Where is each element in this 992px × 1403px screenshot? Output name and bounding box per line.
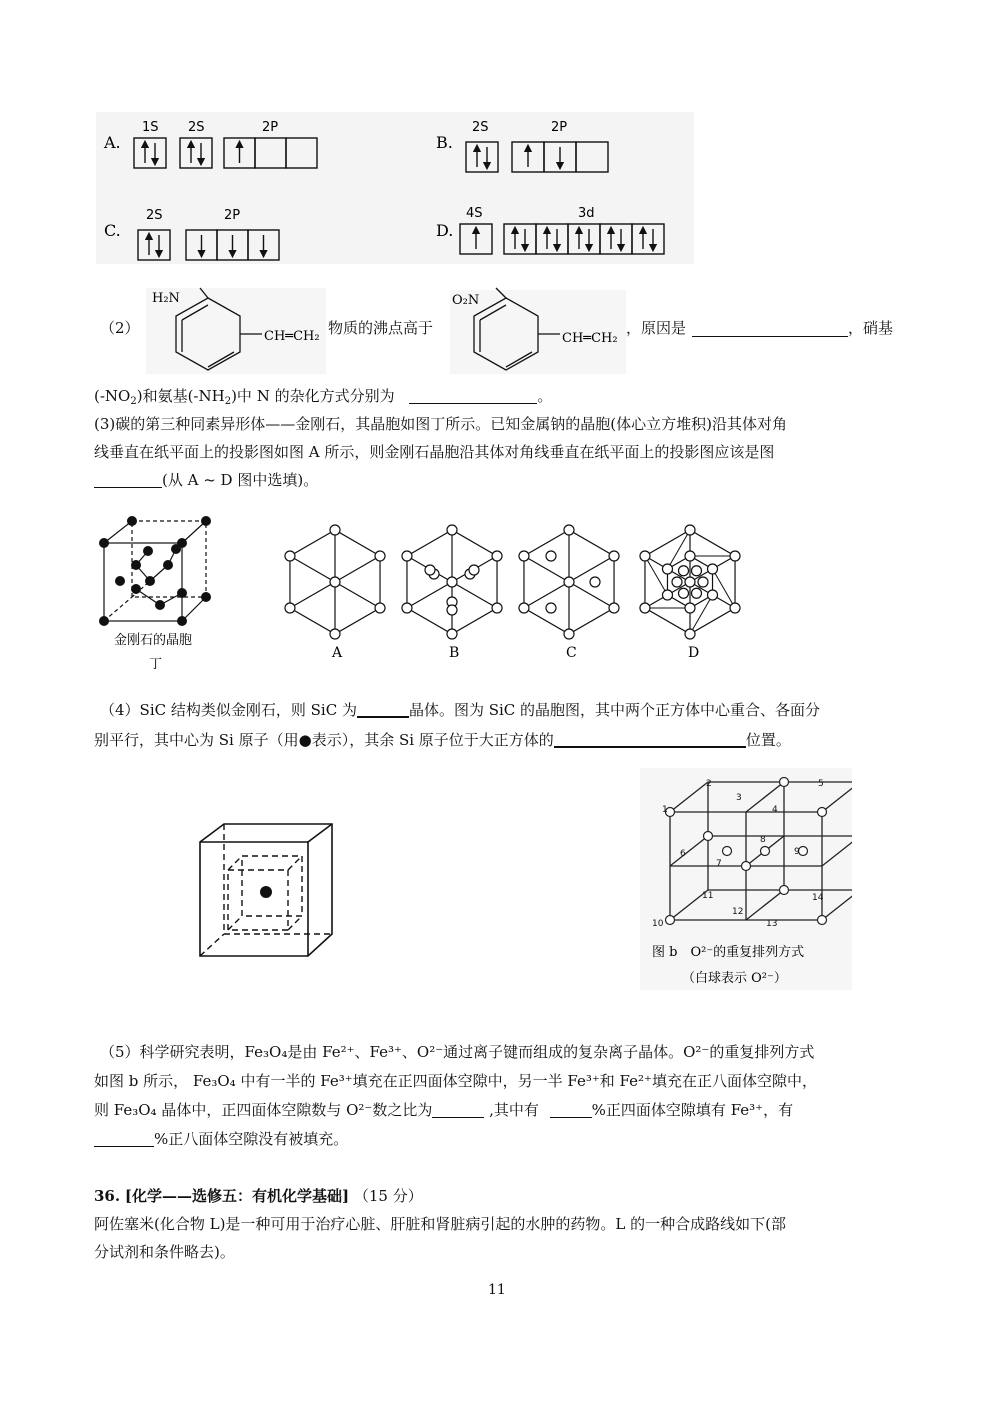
lattice-number-5: 5	[818, 779, 824, 789]
lattice-edge	[670, 836, 708, 866]
oxide-ion	[780, 886, 789, 895]
q4-line2-b: 位置。	[745, 731, 791, 749]
q36-heading	[94, 1182, 423, 1210]
q3-line3-text: (从 A ~ D 图中选填)。	[162, 471, 319, 489]
lattice-number-2: 2	[706, 779, 712, 789]
diamond-cell-caption: 金刚石的晶胞	[114, 633, 193, 648]
q3-line2: 线垂直在纸平面上的投影图如图 A 所示，则金刚石晶胞沿其体对角线垂直在纸平面上的投影图应该是图	[94, 443, 775, 461]
orbital-box	[255, 138, 286, 168]
orbital-box	[286, 138, 317, 168]
lattice-point	[609, 551, 619, 561]
lattice-edge	[746, 890, 784, 920]
option-c-label-2p: 2P	[224, 208, 241, 223]
sic-unit-cell-figure	[190, 812, 360, 964]
q2-text-mid: 物质的沸点高于	[328, 319, 434, 337]
lattice-point	[330, 629, 340, 639]
crystal-figures	[0, 505, 992, 675]
lattice-edge	[670, 782, 708, 812]
diamond-unit-cell	[104, 521, 206, 621]
q36-line2: 分试剂和条件略去)。	[94, 1243, 235, 1261]
q5-line3-b: ,其中有	[489, 1101, 539, 1119]
q36-number: 36.	[94, 1187, 121, 1205]
oxide-ion	[723, 847, 732, 856]
lattice-point	[692, 566, 702, 576]
q2-text-after: ，原因是	[626, 319, 687, 337]
orbital-box	[466, 142, 498, 172]
option-d-letter: D.	[436, 221, 454, 240]
q5-line2: 如图 b 所示， Fe₃O₄ 中有一半的 Fe³⁺填充在正四面体空隙中，另一半 Fe³⁺和 Fe²⁺填充在正八面体空隙中，	[94, 1072, 817, 1090]
nh2-subscript: 2	[224, 396, 232, 407]
oxide-ion	[799, 847, 808, 856]
diamond-cell-label: 丁	[149, 657, 163, 672]
q2-text-tail: ，硝基	[848, 319, 894, 337]
q2-answer-blank-hybridization[interactable]	[409, 385, 537, 404]
lattice-point	[590, 577, 600, 587]
q36-points: （15 分）	[353, 1187, 423, 1205]
option-a-label-1s: 1S	[142, 120, 159, 135]
lattice-point	[402, 551, 412, 561]
page-number: 11	[488, 1282, 506, 1298]
lattice-point	[698, 577, 708, 587]
oxide-ion	[742, 862, 751, 871]
lattice-number-11: 11	[702, 891, 714, 901]
lattice-point	[708, 590, 718, 600]
lattice-point	[492, 551, 502, 561]
oxide-ion	[666, 916, 675, 925]
lattice-point	[519, 603, 529, 613]
q4-line2	[94, 726, 791, 754]
oxide-ion	[818, 916, 827, 925]
lattice-point	[679, 566, 689, 576]
molecule-1-amino-group: H₂N	[152, 291, 180, 306]
lattice-point	[447, 525, 457, 535]
q3-line3	[94, 466, 318, 494]
orbital-box	[138, 230, 170, 260]
lattice-point	[685, 629, 695, 639]
q5-line1: （5）科学研究表明，Fe₃O₄是由 Fe²⁺、Fe³⁺、O²⁻通过离子键而组成的复杂离子晶体。O²⁻的重复排列方式	[100, 1043, 815, 1061]
q2-line2-end: 。	[537, 387, 553, 405]
q2-line2-b: )和氨基(-NH	[136, 387, 225, 405]
figure-b-caption: 图 b O²⁻的重复排列方式	[652, 945, 805, 960]
projection-label-b: B	[449, 645, 460, 661]
lattice-point	[285, 551, 295, 561]
lattice-point	[285, 603, 295, 613]
lattice-number-4: 4	[772, 805, 778, 815]
figure-b-note: （白球表示 O²⁻）	[682, 971, 787, 986]
lattice-point	[447, 605, 457, 615]
oxide-ion	[780, 778, 789, 787]
lattice-edge	[822, 782, 852, 812]
lattice-point	[685, 577, 695, 587]
lattice-edge	[822, 836, 852, 866]
orbital-diagrams	[0, 0, 992, 270]
lattice-point	[425, 565, 435, 575]
orbital-box	[632, 224, 664, 254]
lattice-point	[640, 551, 650, 561]
projection-label-c: C	[566, 645, 577, 661]
lattice-number-8: 8	[760, 835, 766, 845]
lattice-number-7: 7	[716, 859, 722, 869]
lattice-point	[447, 577, 457, 587]
projection-label-a: A	[332, 645, 343, 661]
orbital-box	[134, 138, 166, 168]
molecule-1-vinyl-group: CH═CH₂	[264, 329, 320, 344]
lattice-point	[708, 564, 718, 574]
option-a-label-2s: 2S	[188, 120, 205, 135]
lattice-point	[640, 603, 650, 613]
option-b-label-2s: 2S	[472, 120, 489, 135]
option-d-label-4s: 4S	[466, 206, 483, 221]
option-b-letter: B.	[436, 133, 453, 152]
q36-title: [化学——选修五：有机化学基础]	[124, 1187, 350, 1205]
lattice-point	[685, 525, 695, 535]
lattice-point	[609, 603, 619, 613]
q3-line1: (3)碳的第三种同素异形体——金刚石，其晶胞如图丁所示。已知金属钠的晶胞(体心立方堆积)沿其体对角	[94, 415, 787, 433]
lattice-number-14: 14	[812, 893, 824, 903]
q4-answer-blank-position[interactable]	[554, 728, 746, 748]
lattice-number-10: 10	[652, 919, 664, 929]
q5-answer-blank-tetrahedral-percent[interactable]	[550, 1099, 592, 1118]
lattice-point	[564, 629, 574, 639]
orbital-box	[576, 142, 608, 172]
oxide-ion	[761, 847, 770, 856]
q4-line2-a: 别平行，其中心为 Si 原子（用●表示），其余 Si 原子位于大正方体的	[94, 731, 554, 749]
option-d-label-3d: 3d	[578, 206, 595, 221]
q5-line3	[94, 1096, 793, 1124]
q4-answer-blank-crystal-type[interactable]	[357, 698, 409, 718]
oxide-lattice-figure	[640, 770, 852, 990]
lattice-point	[679, 588, 689, 598]
lattice-point	[685, 551, 695, 561]
lattice-point	[375, 603, 385, 613]
q4-line1-b: 晶体。图为 SiC 的晶胞图，其中两个正方体中心重合、各面分	[408, 701, 821, 719]
option-c-label-2s: 2S	[146, 208, 163, 223]
lattice-point	[564, 577, 574, 587]
no2-subscript: 2	[130, 396, 137, 407]
orbital-box	[600, 224, 632, 254]
q4-line1-a: （4）SiC 结构类似金刚石，则 SiC 为	[100, 701, 357, 719]
orbital-box	[180, 138, 212, 168]
q5-line3-c: %正四面体空隙填有 Fe³⁺，有	[591, 1101, 794, 1119]
option-c-letter: C.	[104, 221, 121, 240]
lattice-point	[672, 577, 682, 587]
q2-answer-blank-reason[interactable]	[692, 318, 848, 337]
lattice-number-6: 6	[680, 849, 686, 859]
orbital-box	[504, 224, 536, 254]
oxide-ion	[704, 832, 713, 841]
option-a-letter: A.	[104, 133, 121, 152]
lattice-number-12: 12	[732, 907, 744, 917]
lattice-number-3: 3	[736, 793, 742, 803]
q2-line2-c: )中 N 的杂化方式分别为	[231, 387, 395, 405]
q5-line3-a: 则 Fe₃O₄ 晶体中，正四面体空隙数与 O²⁻数之比为	[94, 1101, 433, 1119]
orbital-box	[536, 224, 568, 254]
lattice-point	[730, 551, 740, 561]
option-b-label-2p: 2P	[551, 120, 568, 135]
lattice-edge	[822, 890, 852, 920]
q5-line4-text: %正八面体空隙没有被填充。	[154, 1130, 349, 1148]
lattice-point	[546, 551, 556, 561]
lattice-point	[492, 603, 502, 613]
lattice-number-13: 13	[766, 919, 778, 929]
lattice-point	[330, 577, 340, 587]
molecule-2-vinyl-group: CH═CH₂	[562, 331, 618, 346]
option-a-label-2p: 2P	[262, 120, 279, 135]
lattice-point	[730, 603, 740, 613]
lattice-number-1: 1	[662, 805, 668, 815]
q2-number: （2）	[100, 319, 140, 337]
lattice-point	[469, 565, 479, 575]
q3-answer-blank[interactable]	[94, 469, 162, 488]
q2-line2-a: (-NO	[94, 387, 131, 405]
lattice-point	[546, 603, 556, 613]
lattice-point	[692, 588, 702, 598]
lattice-point	[564, 525, 574, 535]
q36-line1: 阿佐塞米(化合物 L)是一种可用于治疗心脏、肝脏和肾脏病引起的水肿的药物。L 的一种合成路线如下(部	[94, 1215, 787, 1233]
projection-label-d: D	[688, 645, 700, 661]
orbital-box	[568, 224, 600, 254]
molecule-2-nitro-group: O₂N	[452, 293, 480, 308]
q5-line4	[94, 1125, 348, 1153]
lattice-point	[662, 590, 672, 600]
q5-answer-blank-ratio[interactable]	[432, 1099, 484, 1118]
lattice-point	[402, 603, 412, 613]
lattice-point	[375, 551, 385, 561]
lattice-point	[330, 525, 340, 535]
q5-answer-blank-octahedral-percent[interactable]	[94, 1128, 154, 1147]
lattice-point	[519, 551, 529, 561]
oxide-ion	[818, 808, 827, 817]
lattice-edge	[746, 782, 784, 812]
q4-line1	[100, 696, 820, 724]
lattice-number-9: 9	[794, 847, 800, 857]
lattice-point	[662, 564, 672, 574]
lattice-point	[447, 629, 457, 639]
lattice-point	[685, 603, 695, 613]
